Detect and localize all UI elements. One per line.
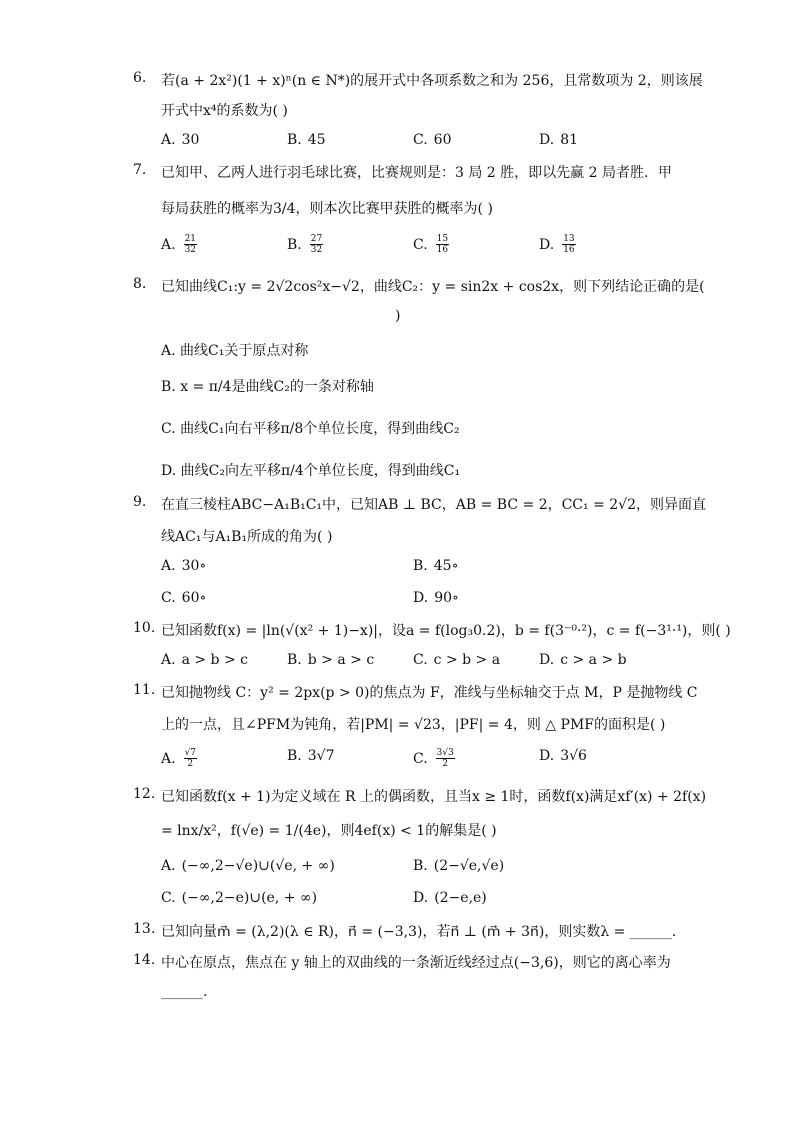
question-text-line: 已知函数f(x) = |ln(√(x² + 1)−x)|，设a = f(log₃0.2)，b = f(3⁻⁰·²)，c = f(−3¹·¹)，则( ) — [161, 623, 731, 639]
question-text-line: 线AC₁与A₁B₁所成的角为( ) — [161, 529, 333, 545]
question-number: 8. — [133, 276, 147, 292]
option-a[interactable]: A. 30 — [161, 132, 200, 148]
question-text-line: 已知甲、乙两人进行羽毛球比赛，比赛规则是：3 局 2 胜，即以先赢 2 局者胜．甲 — [161, 165, 672, 181]
question-number: 11. — [133, 682, 156, 698]
option-b[interactable]: B. b > a > c — [287, 652, 375, 668]
question-text-line: 已知函数f(x + 1)为定义域在 R 上的偶函数，且当x ≥ 1时，函数f(x)满足xf′(x) + 2f(x) — [161, 789, 707, 805]
question-text-line: 每局获胜的概率为3/4，则本次比赛甲获胜的概率为( ) — [161, 201, 493, 217]
option-d[interactable]: D. c > a > b — [539, 652, 627, 668]
option-b[interactable]: B. 45 — [287, 132, 326, 148]
fraction: $\frac{13}{16}$ — [563, 234, 575, 255]
option-d[interactable]: D. 3√6 — [539, 748, 587, 764]
option-c[interactable]: C. $\frac{15}{16}$ — [413, 234, 449, 255]
question-number: 14. — [133, 952, 156, 968]
question-number: 7. — [133, 162, 147, 178]
question-text-line: 在直三棱柱ABC−A₁B₁C₁中，已知AB ⊥ BC，AB = BC = 2，CC₁ = 2√2，则异面直 — [161, 497, 707, 513]
option-b[interactable]: B. 3√7 — [287, 748, 335, 764]
option-a[interactable]: A. a > b > c — [161, 652, 248, 668]
question-number: 6. — [133, 70, 147, 86]
option-d[interactable]: D. $\frac{13}{16}$ — [539, 234, 575, 255]
fraction: $\frac{15}{16}$ — [436, 234, 449, 255]
option-b[interactable]: B. 45∘ — [413, 558, 459, 574]
option-a[interactable]: A. $\frac{√7}{2}$ — [161, 748, 197, 769]
question-text-line: 已知曲线C₁:y = 2√2cos²x−√2，曲线C₂：y = sin2x + cos2x，则下列结论正确的是( — [161, 279, 705, 295]
option-b[interactable]: B. (2−√e,√e) — [413, 858, 505, 874]
option-b[interactable]: B. x = π/4是曲线C₂的一条对称轴 — [161, 379, 374, 395]
question-text-line: 已知抛物线 C：y² = 2px(p > 0)的焦点为 F，准线与坐标轴交于点 M，P 是抛物线 C — [161, 685, 698, 701]
fraction: $\frac{21}{32}$ — [184, 234, 197, 255]
question-text-line: 开式中x⁴的系数为( ) — [161, 103, 288, 119]
option-d[interactable]: D. (2−e,e) — [413, 890, 487, 906]
question-number: 13. — [133, 921, 156, 937]
option-a[interactable]: A. 30∘ — [161, 558, 207, 574]
option-c[interactable]: C. 曲线C₁向右平移π/8个单位长度，得到曲线C₂ — [161, 421, 460, 437]
option-c[interactable]: C. $\frac{3√3}{2}$ — [413, 748, 454, 769]
option-d[interactable]: D. 90∘ — [413, 590, 459, 606]
question-number: 9. — [133, 494, 147, 510]
question-text-line: 若(a + 2x²)(1 + x)ⁿ(n ∈ N*)的展开式中各项系数之和为 256，且常数项为 2，则该展 — [161, 73, 703, 89]
option-c[interactable]: C. 60 — [413, 132, 452, 148]
option-c[interactable]: C. c > b > a — [413, 652, 501, 668]
option-a[interactable]: A. (−∞,2−√e)∪(√e, + ∞) — [161, 858, 335, 874]
answer-blank-line: ______. — [161, 984, 208, 1000]
question-number: 10. — [133, 620, 156, 636]
option-d[interactable]: D. 曲线C₂向左平移π/4个单位长度，得到曲线C₁ — [161, 463, 461, 479]
question-text-line: = lnx/x²，f(√e) = 1/(4e)，则4ef(x) < 1的解集是( ) — [161, 823, 497, 839]
fraction: $\frac{3√3}{2}$ — [436, 748, 454, 769]
question-text-line: ) — [395, 308, 401, 324]
option-c[interactable]: C. 60∘ — [161, 590, 207, 606]
question-text-line: 已知向量m⃗ = (λ,2)(λ ∈ R)，n⃗ = (−3,3)，若n⃗ ⊥ (m⃗ + 3n⃗)，则实数λ = ______. — [161, 924, 677, 940]
fraction: $\frac{√7}{2}$ — [184, 748, 197, 769]
option-a[interactable]: A. $\frac{21}{32}$ — [161, 234, 197, 255]
question-text-line: 上的一点，且∠PFM为钝角，若|PM| = √23，|PF| = 4，则 △ PMF的面积是( ) — [161, 717, 666, 733]
question-number: 12. — [133, 786, 156, 802]
option-b[interactable]: B. $\frac{27}{32}$ — [287, 234, 323, 255]
option-c[interactable]: C. (−∞,2−e)∪(e, + ∞) — [161, 890, 318, 906]
option-d[interactable]: D. 81 — [539, 132, 579, 148]
fraction: $\frac{27}{32}$ — [310, 234, 323, 255]
question-text-line: 中心在原点，焦点在 y 轴上的双曲线的一条渐近线经过点(−3,6)，则它的离心率为 — [161, 955, 671, 971]
option-a[interactable]: A. 曲线C₁关于原点对称 — [161, 343, 309, 359]
